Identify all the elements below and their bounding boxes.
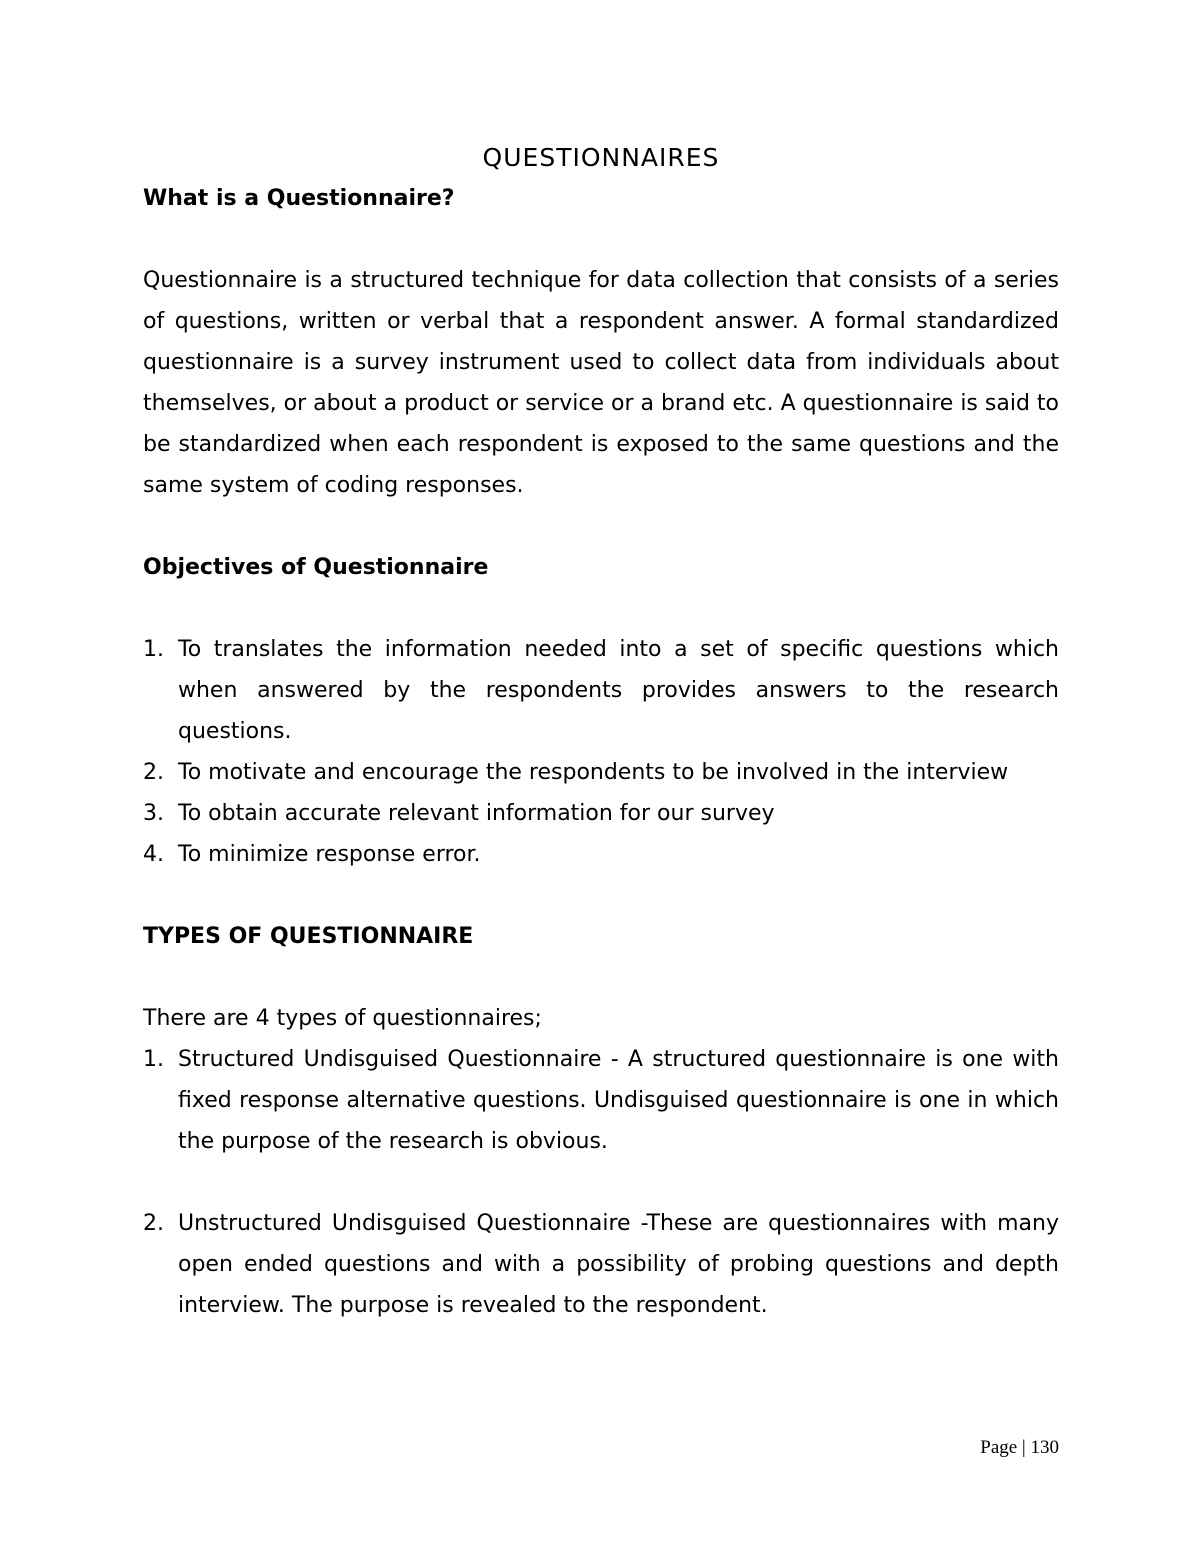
- types-list: [143, 1039, 1059, 1326]
- list-item: [143, 1039, 1059, 1162]
- spacer: [143, 219, 1059, 260]
- page-title: QUESTIONNAIRES: [482, 143, 720, 172]
- definition-paragraph: Questionnaire is a structured technique for data collection that consists of a series of questions, written or verbal that a respondent answer. A formal standardized questionnaire is a survey instrument used to collect data from individuals about themselves, or about a product or service or a brand etc. A questionnaire is said to be standardized when each respondent is exposed to the same questions and the same system of coding responses.: [143, 268, 1059, 498]
- list-number: 1.: [143, 637, 164, 662]
- spacer: [143, 875, 1059, 916]
- list-number: 4.: [143, 842, 164, 867]
- list-number: 2.: [143, 1211, 164, 1236]
- list-item: [143, 629, 1059, 752]
- spacer: [143, 506, 1059, 547]
- list-number: 1.: [143, 1047, 164, 1072]
- list-item-text: To minimize response error.: [178, 842, 481, 867]
- list-number: 3.: [143, 801, 164, 826]
- list-item-text: Unstructured Undisguised Questionnaire -These are questionnaires with many open ended questions and with a possibility of probing questions and depth interview. The purpose is revealed to the respondent.: [178, 1211, 1059, 1318]
- spacer: [143, 957, 1059, 998]
- list-item: [143, 752, 1059, 793]
- types-intro: There are 4 types of questionnaires;: [143, 1006, 542, 1031]
- list-number: 2.: [143, 760, 164, 785]
- section-heading-types: TYPES OF QUESTIONNAIRE: [143, 924, 474, 949]
- list-item: [143, 1203, 1059, 1326]
- page-number: Page | 130: [980, 1437, 1059, 1458]
- list-item: [143, 834, 1059, 875]
- list-item-text: To translates the information needed into a set of specific questions which when answered by the respondents provides answers to the research questions.: [178, 637, 1059, 744]
- list-item: [143, 793, 1059, 834]
- section-heading-what-is: What is a Questionnaire?: [143, 186, 455, 211]
- page-content: [143, 138, 1059, 1326]
- objectives-list: [143, 629, 1059, 875]
- list-item-text: To motivate and encourage the respondents to be involved in the interview: [178, 760, 1009, 785]
- list-item-text: Structured Undisguised Questionnaire - A structured questionnaire is one with fixed response alternative questions. Undisguised questionnaire is one in which the purpose of the research is obvious.: [178, 1047, 1059, 1154]
- spacer: [143, 588, 1059, 629]
- section-heading-objectives: Objectives of Questionnaire: [143, 555, 489, 580]
- list-item-text: To obtain accurate relevant information for our survey: [178, 801, 775, 826]
